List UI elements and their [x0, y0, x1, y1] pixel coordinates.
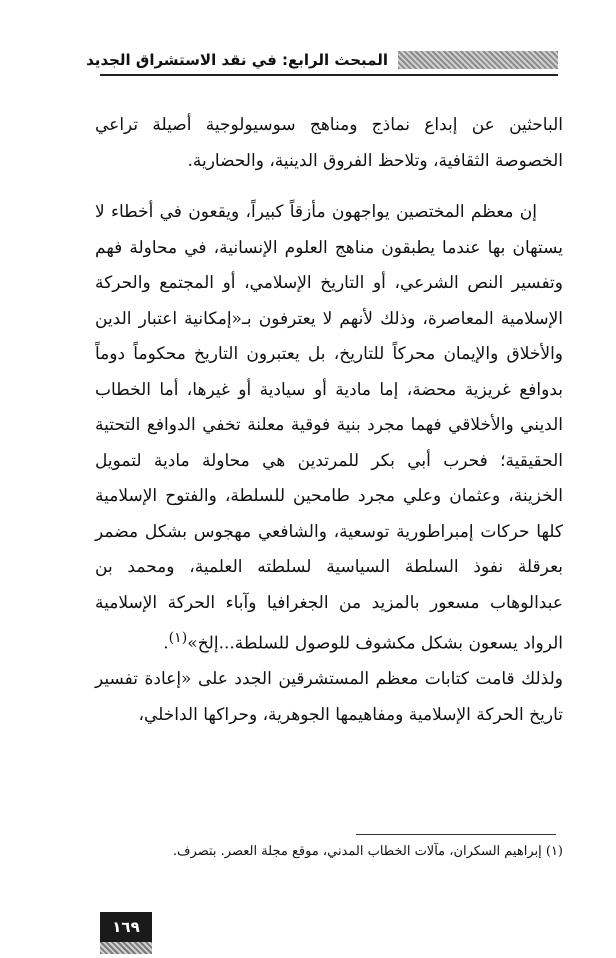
- page-number: ١٦٩: [100, 912, 152, 942]
- body-text: [95, 108, 563, 733]
- paragraph-next: ولذلك قامت كتابات معظم المستشرقين الجدد على «إعادة تفسير تاريخ الحركة الإسلامية ومفاهيمها الجوهرية، وحراكها الداخلي،: [95, 669, 563, 725]
- header-decoration: [398, 51, 558, 69]
- paragraph-end-mark: .: [163, 633, 169, 654]
- page-corner-decoration: [100, 942, 152, 954]
- footnote-divider: [356, 834, 556, 835]
- footnote: (١) إبراهيم السكران، مآلات الخطاب المدني، موقع مجلة العصر. بتصرف.: [172, 844, 563, 859]
- paragraph-main-text: إن معظم المختصين يواجهون مأزقاً كبيراً، ويقعون في أخطاء لا يستهان بها عندما يطبقون مناهج العلوم الإنسانية، في محاولة فهم وتفسير النص الشرعي، أو التاريخ الإسلامي، أو المجتمع والحركة الإسلامية المعاصرة، وذلك لأنهم لا يعترفون بـ«إمكانية اعتبار الدين والأخلاق والإيمان محركاً للتاريخ، بل يعتبرون التاريخ محكوماً دوماً بدوافع غريزية محضة، إما مادية أو سيادية أو غيرها، أما الخطاب الديني والأخلاقي فهما مجرد بنية فوقية معلنة تخفي الدوافع التحتية الحقيقية؛ فحرب أبي بكر للمرتدين هي محاولة مادية لتمويل الخزينة، وعثمان وعلي مجرد طامحين للسلطة، والفتوح الإسلامية كلها حركات إمبراطورية توسعية، والشافعي مهجوس بشكل مضمر بعرقلة نفوذ السلطة السياسية لسلطته العلمية، ومحمد بن عبدالوهاب مسعور بالمزيد من الجغرافيا وآباء الحركة الإسلامية الرواد يسعون بشكل مكشوف للوصول للسلطة...إلخ»: [95, 202, 563, 654]
- paragraph-continuation: الباحثين عن إبداع نماذج ومناهج سوسيولوجية أصيلة تراعي الخصوصة الثقافية، وتلاحظ الفروق الدينية، والحضارية.: [95, 115, 563, 171]
- footnote-marker: (١): [168, 630, 188, 646]
- paragraph-main: [95, 195, 563, 662]
- header-title: المبحث الرابع: في نقد الاستشراق الجديد: [86, 51, 388, 69]
- running-header: [86, 46, 558, 76]
